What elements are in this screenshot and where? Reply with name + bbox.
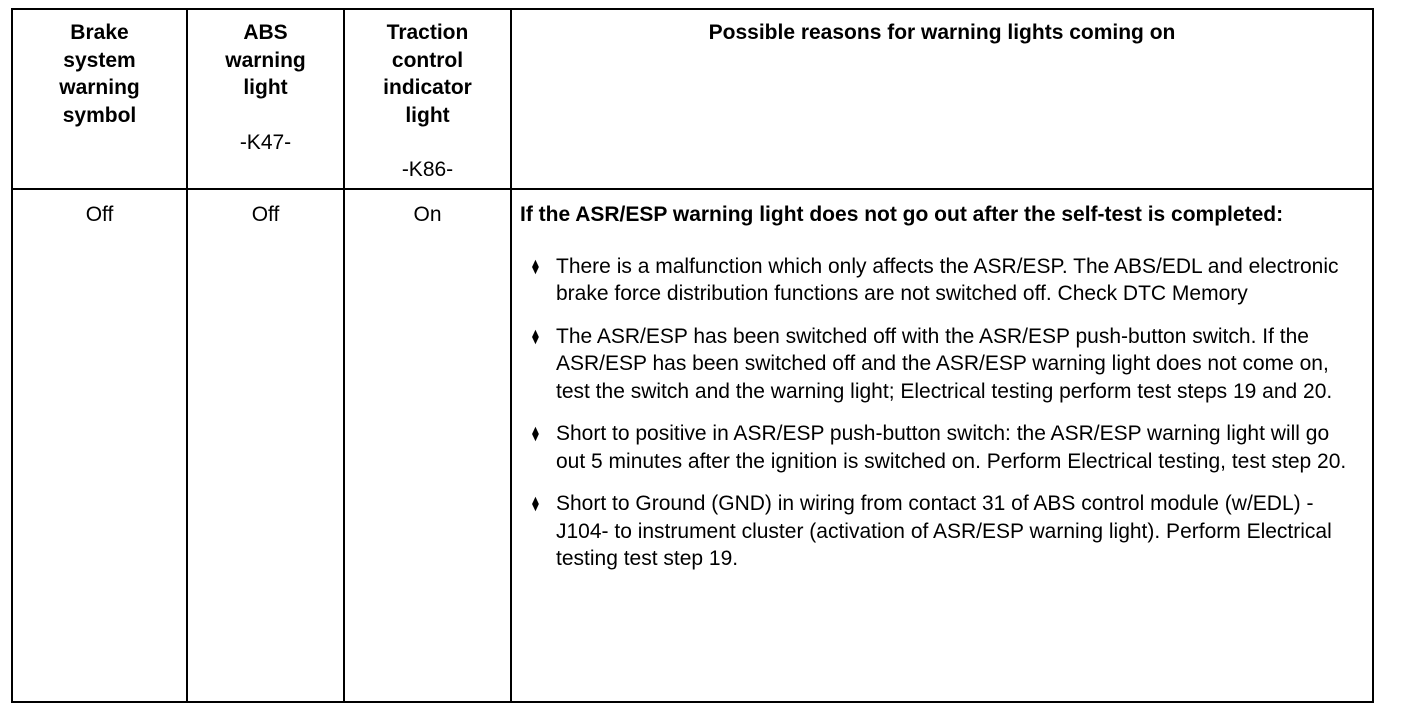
reason-text: Short to Ground (GND) in wiring from contact 31 of ABS control module (w/EDL) -J104- to instrument cluster (activation of ASR/ESP warning light). Perform Electrical testing test step 19.: [556, 492, 1332, 570]
header-text-line: indicator: [383, 76, 472, 99]
header-traction-control-indicator-light: [344, 9, 511, 189]
header-text-line: symbol: [62, 103, 137, 127]
header-text-line: ABS: [243, 21, 288, 44]
header-text-line: Brake: [70, 21, 129, 44]
header-text-line: light: [243, 76, 288, 99]
brake-symbol-state: Off: [12, 189, 187, 702]
header-text-line: light: [405, 103, 450, 127]
list-item: [520, 253, 1352, 308]
diamond-bullet-icon: ⧫: [532, 495, 539, 511]
diamond-bullet-icon: ⧫: [532, 327, 539, 344]
header-abs-warning-light: [187, 9, 344, 189]
header-component-code: -K47-: [239, 130, 292, 154]
header-possible-reasons: Possible reasons for warning lights coming on: [511, 9, 1373, 189]
reasons-list: [520, 253, 1352, 573]
reasons-cell: [511, 189, 1373, 702]
reason-text: Short to positive in ASR/ESP push-button switch: the ASR/ESP warning light will go out 5 minutes after the ignition is switched on. Perform Electrical testing, test step 20.: [556, 422, 1347, 473]
header-text-line: Traction: [386, 21, 469, 44]
diamond-bullet-icon: ⧫: [532, 425, 539, 441]
reasons-intro: If the ASR/ESP warning light does not go out after the self-test is completed:: [520, 203, 1284, 226]
traction-light-state: On: [344, 189, 511, 702]
abs-light-state: Off: [187, 189, 344, 702]
list-item: [520, 490, 1352, 573]
header-text-line: warning: [225, 48, 306, 72]
reason-text: The ASR/ESP has been switched off with the ASR/ESP push-button switch. If the ASR/ESP has been switched off and the ASR/ESP warning light does not come on, test the switch and the warning light; Electrical testing perform test steps 19 and 20.: [556, 324, 1333, 403]
header-text-line: control: [391, 48, 464, 72]
warning-lights-table: [11, 8, 1374, 703]
diamond-bullet-icon: ⧫: [532, 257, 539, 274]
table-row: [12, 189, 1373, 702]
table-header-row: [12, 9, 1373, 189]
header-text-line: warning: [59, 76, 140, 99]
header-brake-system-warning-symbol: [12, 9, 187, 189]
header-component-code: -K86-: [401, 158, 454, 181]
reason-text: There is a malfunction which only affects the ASR/ESP. The ABS/EDL and electronic brake force distribution functions are not switched off. Check DTC Memory: [556, 254, 1339, 305]
header-text-line: system: [63, 48, 136, 72]
list-item: [520, 420, 1352, 475]
list-item: [520, 323, 1352, 406]
